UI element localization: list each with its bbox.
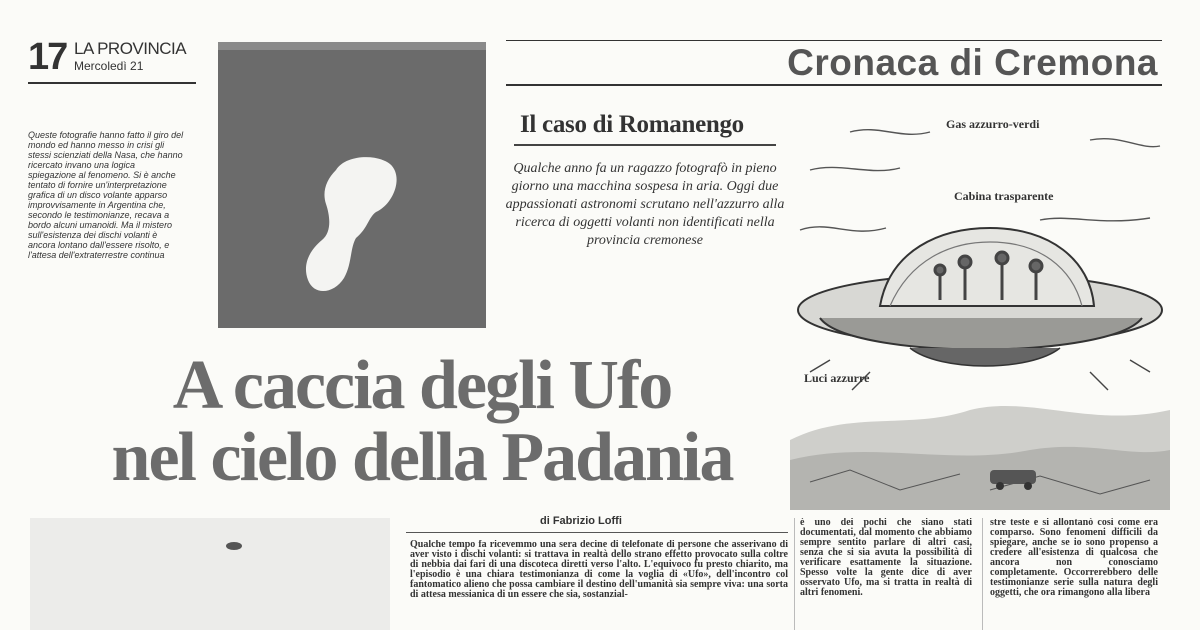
- flying-saucer-drawing: [790, 110, 1170, 510]
- column-divider: [982, 518, 983, 630]
- issue-date: Mercoledì 21: [74, 59, 144, 73]
- newspaper-name: LA PROVINCIA: [74, 39, 187, 58]
- masthead-right-top-rule: [506, 40, 1162, 41]
- ufo-photo-bottom: [30, 518, 390, 630]
- column-divider: [794, 518, 795, 630]
- headline-line-2: nel cielo della Padania: [111, 419, 733, 496]
- section-title: Cronaca di Cremona: [787, 42, 1158, 83]
- byline: di Fabrizio Loffi: [540, 515, 622, 527]
- ufo-shape: [218, 42, 486, 328]
- ufo-dot: [226, 542, 242, 550]
- headline: [52, 347, 792, 496]
- page-number: 17: [28, 36, 67, 78]
- kicker-title: Il caso di Romanengo: [520, 111, 744, 138]
- ufo-photo-top: [218, 42, 486, 328]
- label-cabin: Cabina trasparente: [954, 189, 1054, 203]
- headline-line-1: A caccia degli Ufo: [172, 347, 672, 424]
- ufo-illustration: [790, 110, 1170, 510]
- masthead-left-rule: [28, 82, 196, 84]
- label-gas: Gas azzurro-verdi: [946, 117, 1040, 131]
- masthead-right-bottom-rule: [506, 84, 1162, 86]
- kicker-rule: [514, 144, 776, 146]
- label-lights: Luci azzurre: [804, 371, 870, 385]
- article-deck: Qualche anno fa un ragazzo fotografò in pieno giorno una macchina sospesa in aria. Oggi due appassionati astronomi scrutano nell'azzurro alla ricerca di oggetti volanti non identificati nella provincia cremonese: [505, 161, 785, 248]
- byline-rule: [406, 532, 788, 533]
- body-column-1: Qualche tempo fa ricevemmo una sera decine di telefonate di persone che asserivano di aver visto i dischi volanti: si trattava in realtà dello strano effetto provocato sulla coltre di nebbia dai fari di una discoteca diretti verso l'alto. L'equivoco fu presto chiarito, ma l'episodio è una chiara testimonianza di come la voglia di «Ufo», dell'incontro col fantomatico alieno che possa cambiare il destino dell'umanità sia sempre viva: una sorta di attesa messianica di un essere che sia, sostanzial-: [410, 540, 788, 600]
- photo-caption: Queste fotografie hanno fatto il giro del mondo ed hanno messo in crisi gli stessi scienziati della Nasa, che hanno ricercato invano una logica spiegazione al fenomeno. Si è anche tentato di fornire un'interpretazione grafica di un disco volante apparso improvvisamente in Argentina che, secondo le testimonianze, recava a bordo alcuni umanoidi. Ma il mistero sull'esistenza dei dischi volanti è ancora lontano dall'essere risolto, e l'attesa dell'extraterrestre continua: [28, 130, 184, 260]
- body-column-3: stre teste e si allontanò così come era comparso. Sono fenomeni difficili da spiegare, anche se io sono propenso a credere all'esistenza di qualcosa che ancora non conosciamo completamente. Occorrerebbero delle testimonianze serie sulla natura degli oggetti, che ora rimangono alla libera: [990, 518, 1158, 598]
- body-column-2: è uno dei pochi che siano stati documentati, dal momento che abbiamo sempre sentito parlare di altri casi, senza che si sia avuta la possibilità di verificare esattamente la situazione. Spesso volte la gente dice di aver osservato Ufo, ma si tratta in realtà di altri fenomeni.: [800, 518, 972, 598]
